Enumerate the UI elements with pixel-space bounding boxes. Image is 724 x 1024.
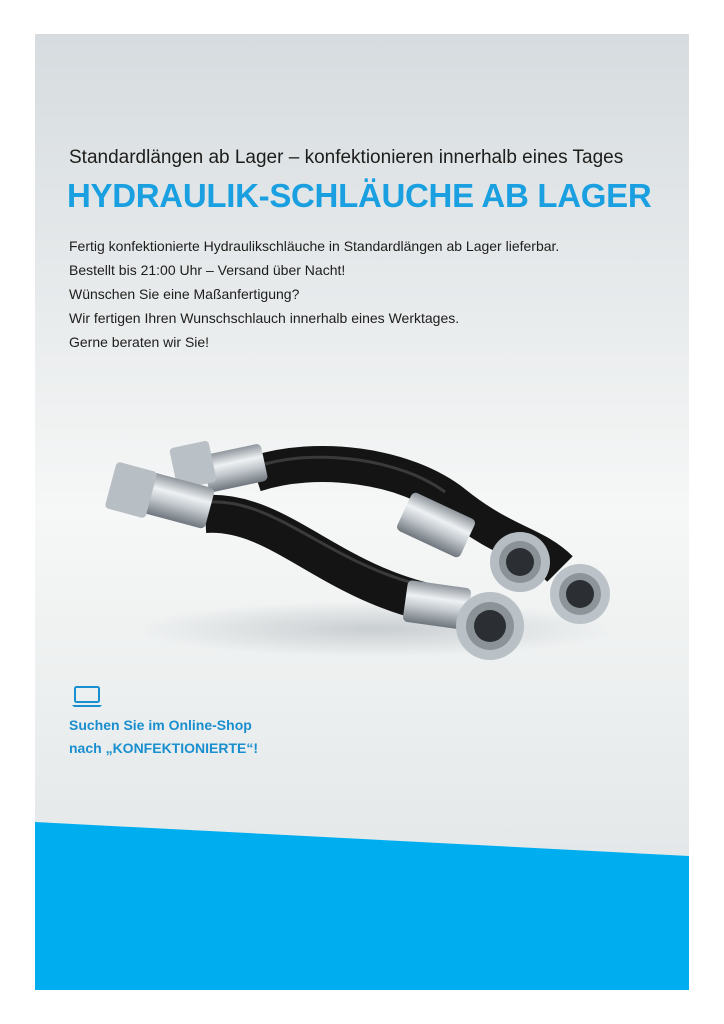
- body-line: Gerne beraten wir Sie!: [69, 334, 210, 350]
- hydraulic-hoses-image: [105, 394, 625, 664]
- subtitle: Standardlängen ab Lager – konfektionieren innerhalb eines Tages: [69, 147, 624, 168]
- body-line: Fertig konfektionierte Hydraulikschläuche in Standardlängen ab Lager lieferbar.: [69, 238, 560, 254]
- body-line: Wünschen Sie eine Maßanfertigung?: [69, 286, 300, 302]
- page-title: HYDRAULIK-SCHLÄUCHE AB LAGER: [67, 177, 652, 214]
- body-line: Bestellt bis 21:00 Uhr – Versand über Nacht!: [69, 262, 346, 278]
- shop-hint-line: Suchen Sie im Online-Shop: [69, 717, 252, 733]
- body-line: Wir fertigen Ihren Wunschschlauch innerhalb eines Werktages.: [69, 310, 460, 326]
- blue-footer-band: [35, 814, 689, 990]
- laptop-icon: [71, 685, 103, 709]
- flyer-page: [35, 34, 689, 990]
- shop-hint: [69, 714, 258, 760]
- shadow: [135, 601, 615, 657]
- body-text: [69, 234, 669, 354]
- shop-hint-line: nach „KONFEKTIONIERTE“!: [69, 740, 259, 756]
